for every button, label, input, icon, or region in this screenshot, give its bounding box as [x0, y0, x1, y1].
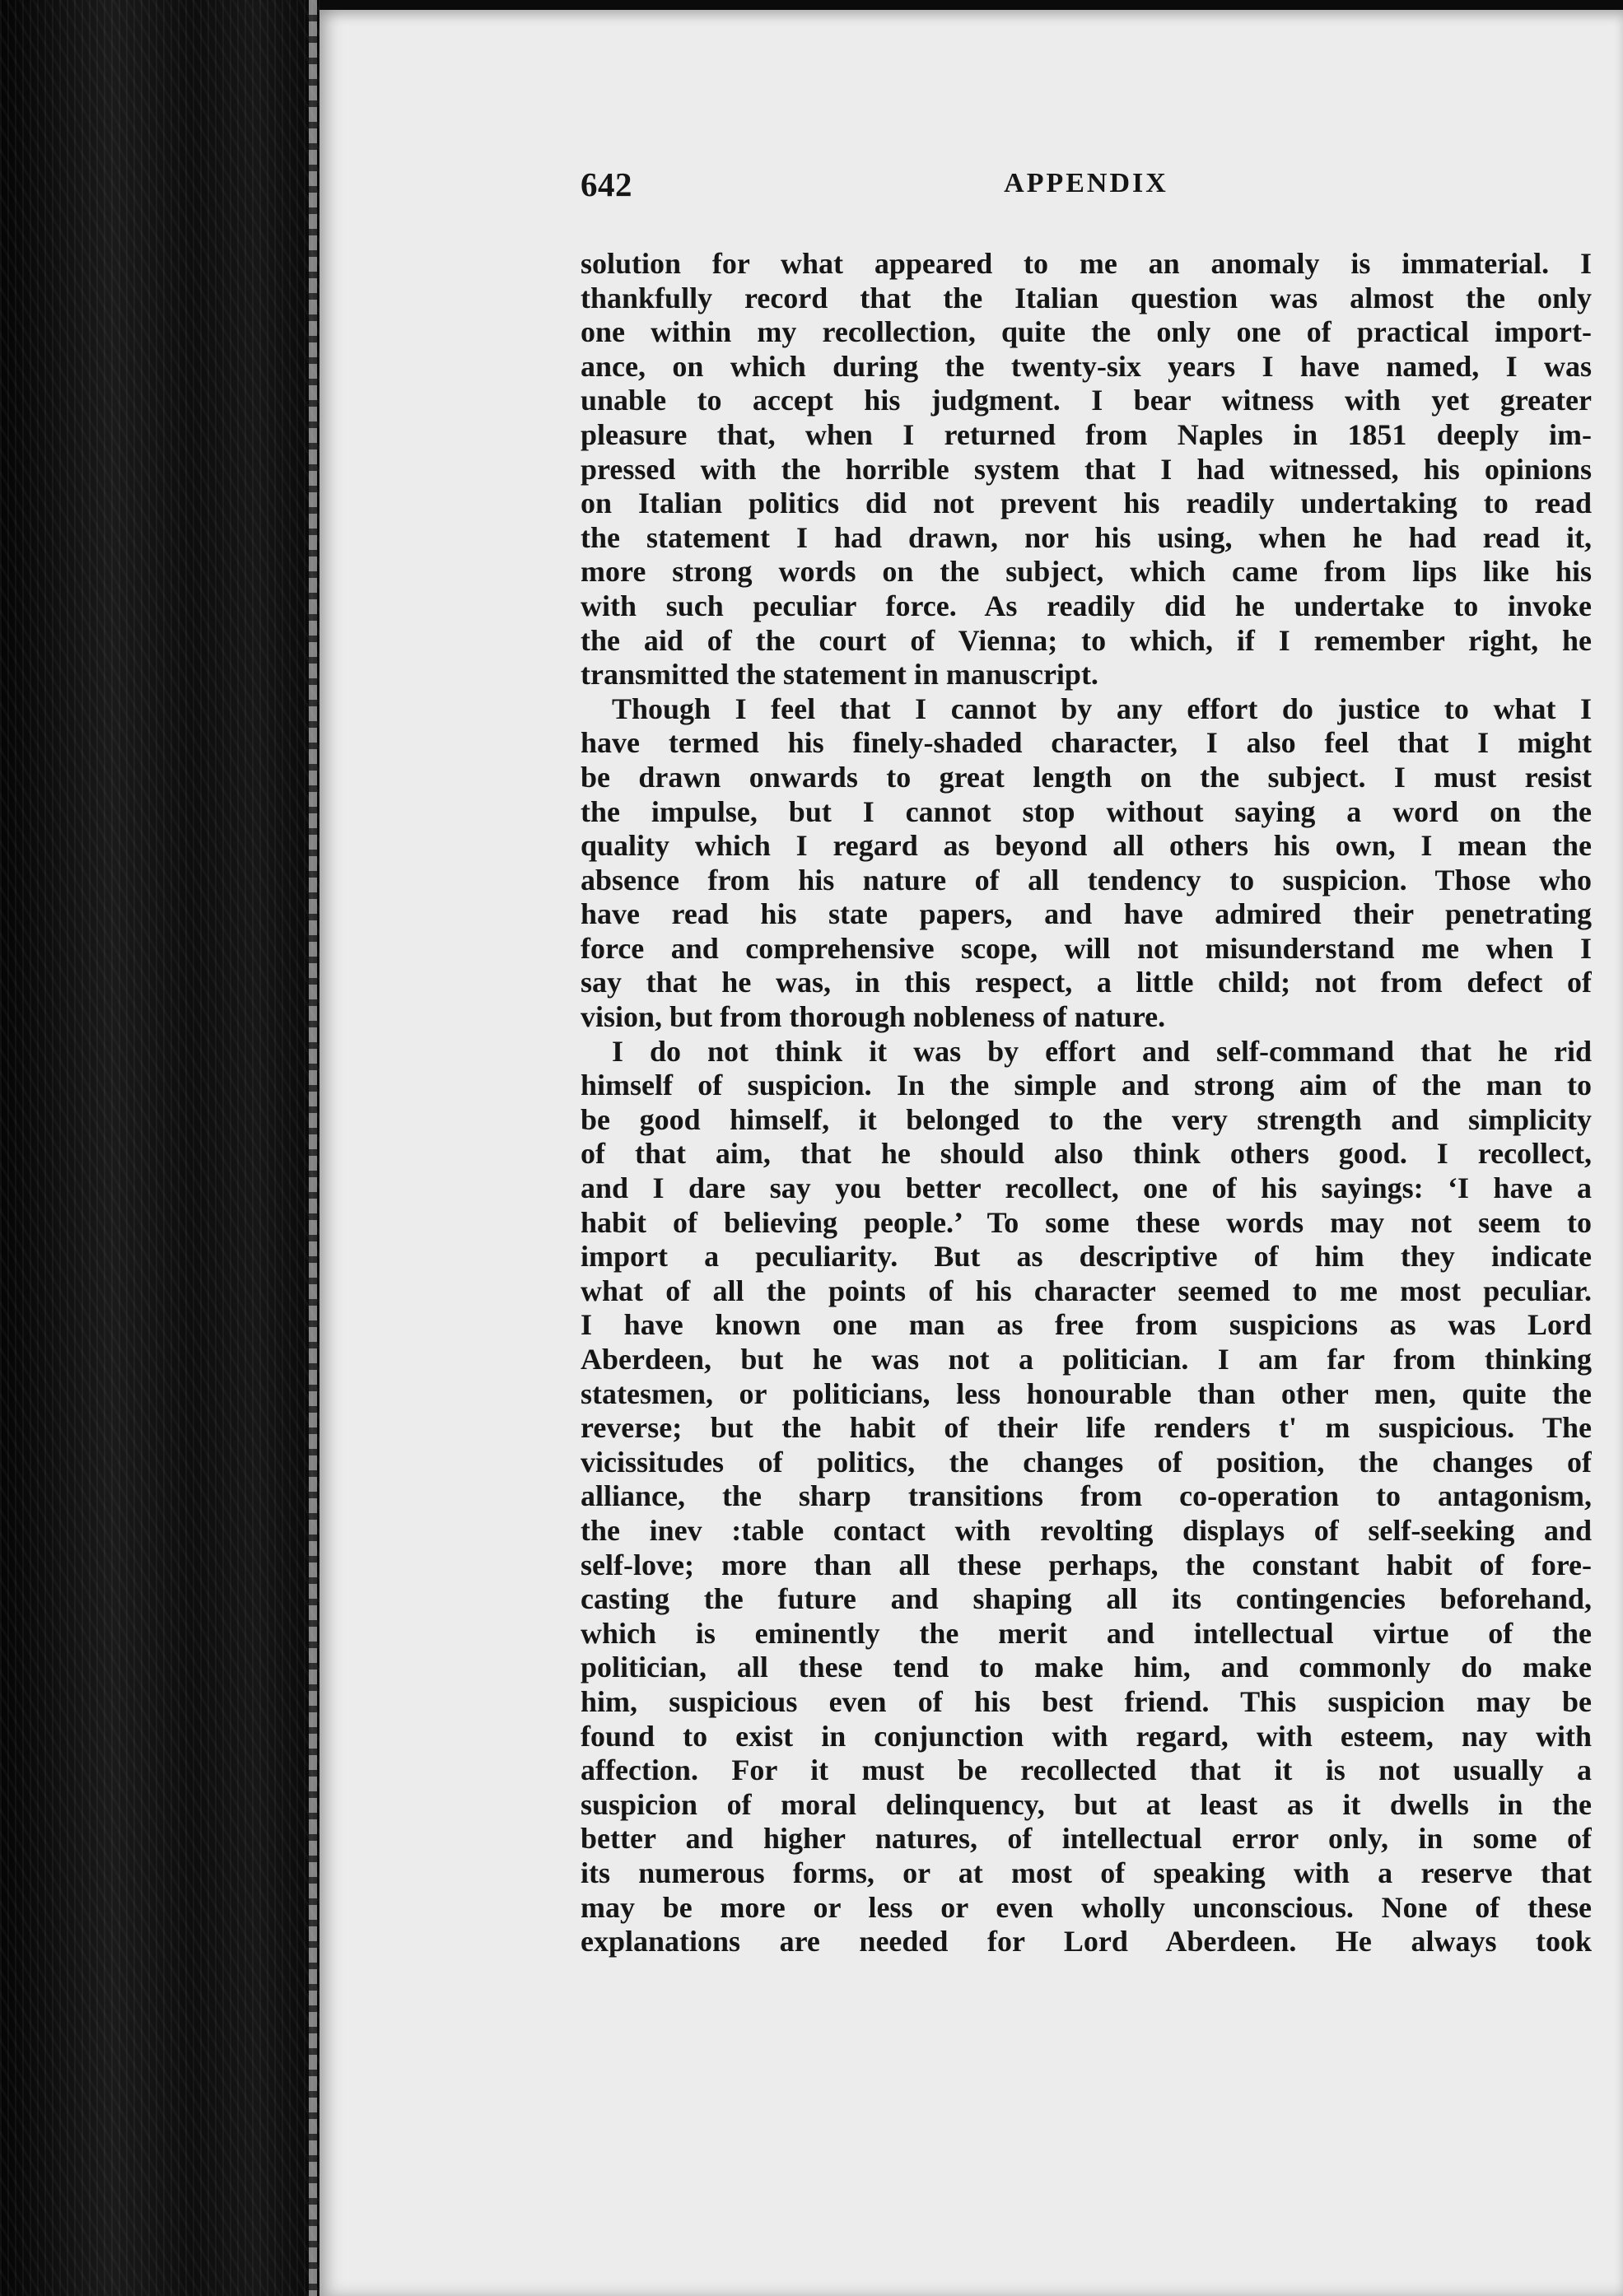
text-line: affection. For it must be recollected that it is not usually a	[581, 1753, 1592, 1787]
text-line: absence from his nature of all tendency to suspicion. Those who	[581, 863, 1592, 897]
running-head	[581, 165, 1592, 214]
text-line: I do not think it was by effort and self-command that he rid	[612, 1034, 1592, 1068]
text-line: himself of suspicion. In the simple and strong aim of the man to	[581, 1069, 1592, 1102]
page-number: 642	[581, 165, 632, 203]
text-line: on Italian politics did not prevent his readily undertaking to read	[581, 487, 1592, 520]
text-line: found to exist in conjunction with regard, with esteem, nay with	[581, 1719, 1592, 1753]
text-line: better and higher natures, of intellectual error only, in some of	[581, 1822, 1592, 1856]
text-line: its numerous forms, or at most of speaking with a reserve that	[581, 1856, 1592, 1889]
text-line: what of all the points of his character seemed to me most peculiar.	[581, 1274, 1592, 1307]
text-line: habit of believing people.’ To some these words may not seem to	[581, 1205, 1592, 1239]
binding-edge	[309, 0, 317, 2296]
running-title: APPENDIX	[1004, 168, 1168, 198]
text-line: vicissitudes of politics, the changes of position, the changes of	[581, 1445, 1592, 1479]
text-line: have read his state papers, and have admired their penetrating	[581, 897, 1592, 931]
text-line: say that he was, in this respect, a little child; not from defect of	[581, 966, 1592, 999]
text-line: politician, all these tend to make him, and commonly do make	[581, 1651, 1592, 1684]
text-line: pressed with the horrible system that I had witnessed, his opinions	[581, 452, 1592, 486]
text-line: pleasure that, when I returned from Naples in 1851 deeply im-	[581, 417, 1592, 451]
text-line: self-love; more than all these perhaps, the constant habit of fore-	[581, 1548, 1592, 1581]
text-line: of that aim, that he should also think others good. I recollect,	[581, 1137, 1592, 1171]
text-line: be drawn onwards to great length on the subject. I must resist	[581, 760, 1592, 794]
text-line: and I dare say you better recollect, one of his sayings: ‘I have a	[581, 1171, 1592, 1205]
text-line: thankfully record that the Italian question was almost the only	[581, 281, 1592, 314]
text-line: the inev :table contact with revolting displays of self-seeking and	[581, 1513, 1592, 1547]
body-text	[581, 247, 1592, 1959]
text-line: be good himself, it belonged to the very strength and simplicity	[581, 1102, 1592, 1136]
text-line: Though I feel that I cannot by any effort do justice to what I	[612, 692, 1592, 725]
text-line: casting the future and shaping all its contingencies beforehand,	[581, 1582, 1592, 1616]
scan-margin	[0, 0, 321, 2296]
text-line: which is eminently the merit and intellectual virtue of the	[581, 1616, 1592, 1650]
text-line: more strong words on the subject, which came from lips like his	[581, 555, 1592, 589]
text-line: reverse; but the habit of their life renders t' m suspicious. The	[581, 1411, 1592, 1445]
text-line: may be more or less or even wholly unconscious. None of these	[581, 1890, 1592, 1924]
book-page	[319, 10, 1623, 2296]
text-line: transmitted the statement in manuscript.	[581, 658, 1098, 692]
text-line: import a peculiarity. But as descriptive of him they indicate	[581, 1240, 1592, 1274]
text-line: alliance, the sharp transitions from co-operation to antagonism,	[581, 1479, 1592, 1513]
text-line: statesmen, or politicians, less honourable than other men, quite the	[581, 1376, 1592, 1410]
text-line: suspicion of moral delinquency, but at least as it dwells in the	[581, 1787, 1592, 1821]
text-line: the impulse, but I cannot stop without saying a word on the	[581, 794, 1592, 828]
text-line: explanations are needed for Lord Aberdeen. He always took	[581, 1925, 1592, 1958]
text-line: force and comprehensive scope, will not misunderstand me when I	[581, 931, 1592, 965]
text-line: him, suspicious even of his best friend. This suspicion may be	[581, 1684, 1592, 1718]
text-line: unable to accept his judgment. I bear witness with yet greater	[581, 384, 1592, 417]
text-line: one within my recollection, quite the only one of practical import-	[581, 315, 1592, 349]
text-line: with such peculiar force. As readily did he undertake to invoke	[581, 589, 1592, 622]
text-line: I have known one man as free from suspicions as was Lord	[581, 1308, 1592, 1342]
text-line: quality which I regard as beyond all others his own, I mean the	[581, 829, 1592, 863]
text-line: solution for what appeared to me an anomaly is immaterial. I	[581, 247, 1592, 280]
text-line: the aid of the court of Vienna; to which, if I remember right, he	[581, 623, 1592, 657]
text-line: have termed his finely-shaded character, I also feel that I might	[581, 726, 1592, 760]
text-line: ance, on which during the twenty-six years I have named, I was	[581, 349, 1592, 383]
text-line: the statement I had drawn, nor his using, when he had read it,	[581, 520, 1592, 554]
text-line: vision, but from thorough nobleness of nature.	[581, 1000, 1166, 1034]
text-line: Aberdeen, but he was not a politician. I am far from thinking	[581, 1343, 1592, 1376]
